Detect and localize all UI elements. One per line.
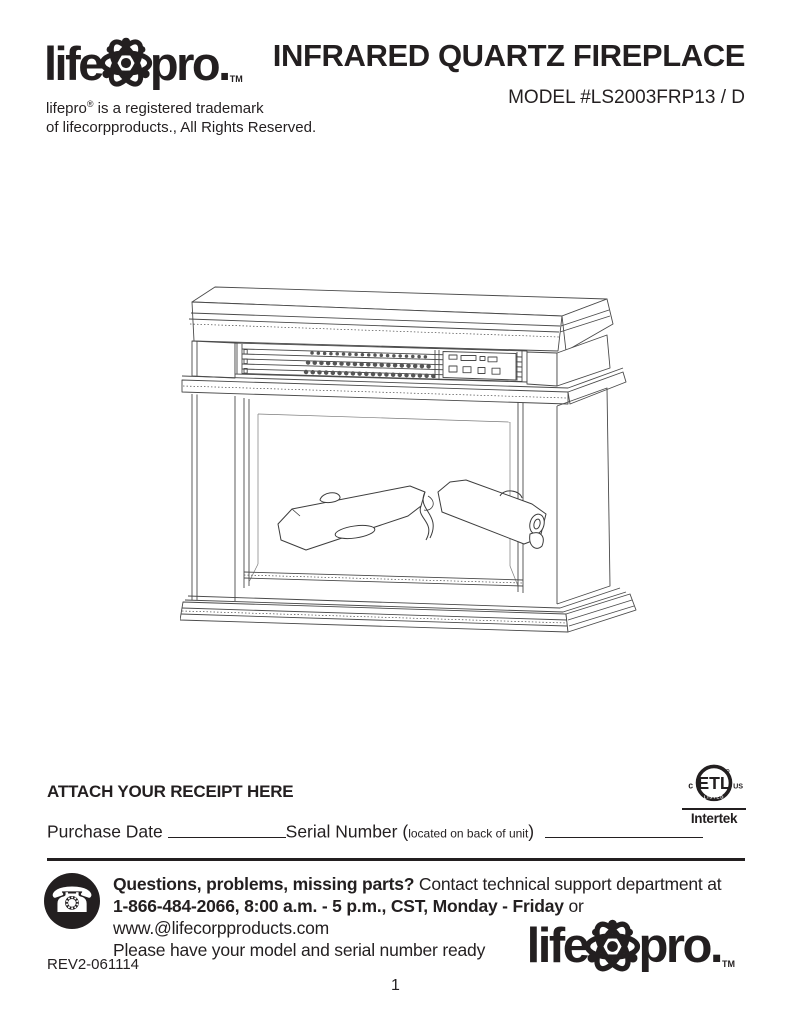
support-reminder: Please have your model and serial number ready xyxy=(113,940,486,960)
support-website: or www.@lifecorpproducts.com xyxy=(113,896,584,938)
logo-tm-mark: TM xyxy=(229,74,243,84)
page-title: INFRARED QUARTZ FIREPLACE xyxy=(272,38,745,73)
lifepro-logo-bottom xyxy=(527,918,735,975)
phone-icon: ☎ xyxy=(44,873,100,929)
page-number: 1 xyxy=(391,977,400,994)
etl-certification-mark xyxy=(680,762,748,826)
etl-text: ETL xyxy=(697,772,731,793)
purchase-serial-line xyxy=(47,820,703,843)
lifepro-logo-top xyxy=(44,36,243,90)
registered-mark: ® xyxy=(86,99,94,109)
trademark-name: lifepro xyxy=(46,100,87,117)
logo-pro-text: pro. xyxy=(149,36,229,90)
logo-life-text: life xyxy=(44,36,102,90)
revision-number: REV2-061114 xyxy=(47,956,140,973)
support-phone-hours-bold: 1-866-484-2066, 8:00 a.m. - 5 p.m., CST, Monday - Friday xyxy=(113,896,564,916)
support-question-rest: Contact technical support department at xyxy=(414,874,722,894)
model-number: MODEL #LS2003FRP13 / D xyxy=(508,87,745,108)
etl-us-text: US xyxy=(733,781,744,791)
support-question-bold: Questions, problems, missing parts? xyxy=(113,874,415,894)
logo-tm-mark: TM xyxy=(722,959,735,969)
trademark-line1: is a registered trademark xyxy=(93,100,264,117)
logo-pro-text: pro. xyxy=(638,919,721,973)
intertek-rule xyxy=(682,808,746,810)
atom-icon xyxy=(99,36,153,90)
serial-note-open-paren: ( xyxy=(402,821,409,842)
attach-receipt-heading: ATTACH YOUR RECEIPT HERE xyxy=(47,782,294,801)
etl-listed-text: LISTED xyxy=(703,794,725,800)
serial-note: located on back of unit xyxy=(408,826,529,841)
etl-listed-icon xyxy=(680,762,748,807)
logo-life-text: life xyxy=(526,919,588,973)
serial-number-label: Serial Number xyxy=(285,821,398,842)
fireplace-illustration xyxy=(180,266,650,658)
section-divider xyxy=(47,858,745,861)
purchase-date-blank xyxy=(168,820,286,838)
etl-c-text: c xyxy=(688,780,694,791)
atom-icon xyxy=(584,918,641,975)
trademark-notice xyxy=(46,95,316,137)
serial-note-close-paren: ) xyxy=(528,821,535,842)
purchase-date-label: Purchase Date xyxy=(47,821,163,842)
intertek-label: Intertek xyxy=(690,811,738,826)
trademark-line2: of lifecorpproducts., All Rights Reserved. xyxy=(46,119,317,136)
